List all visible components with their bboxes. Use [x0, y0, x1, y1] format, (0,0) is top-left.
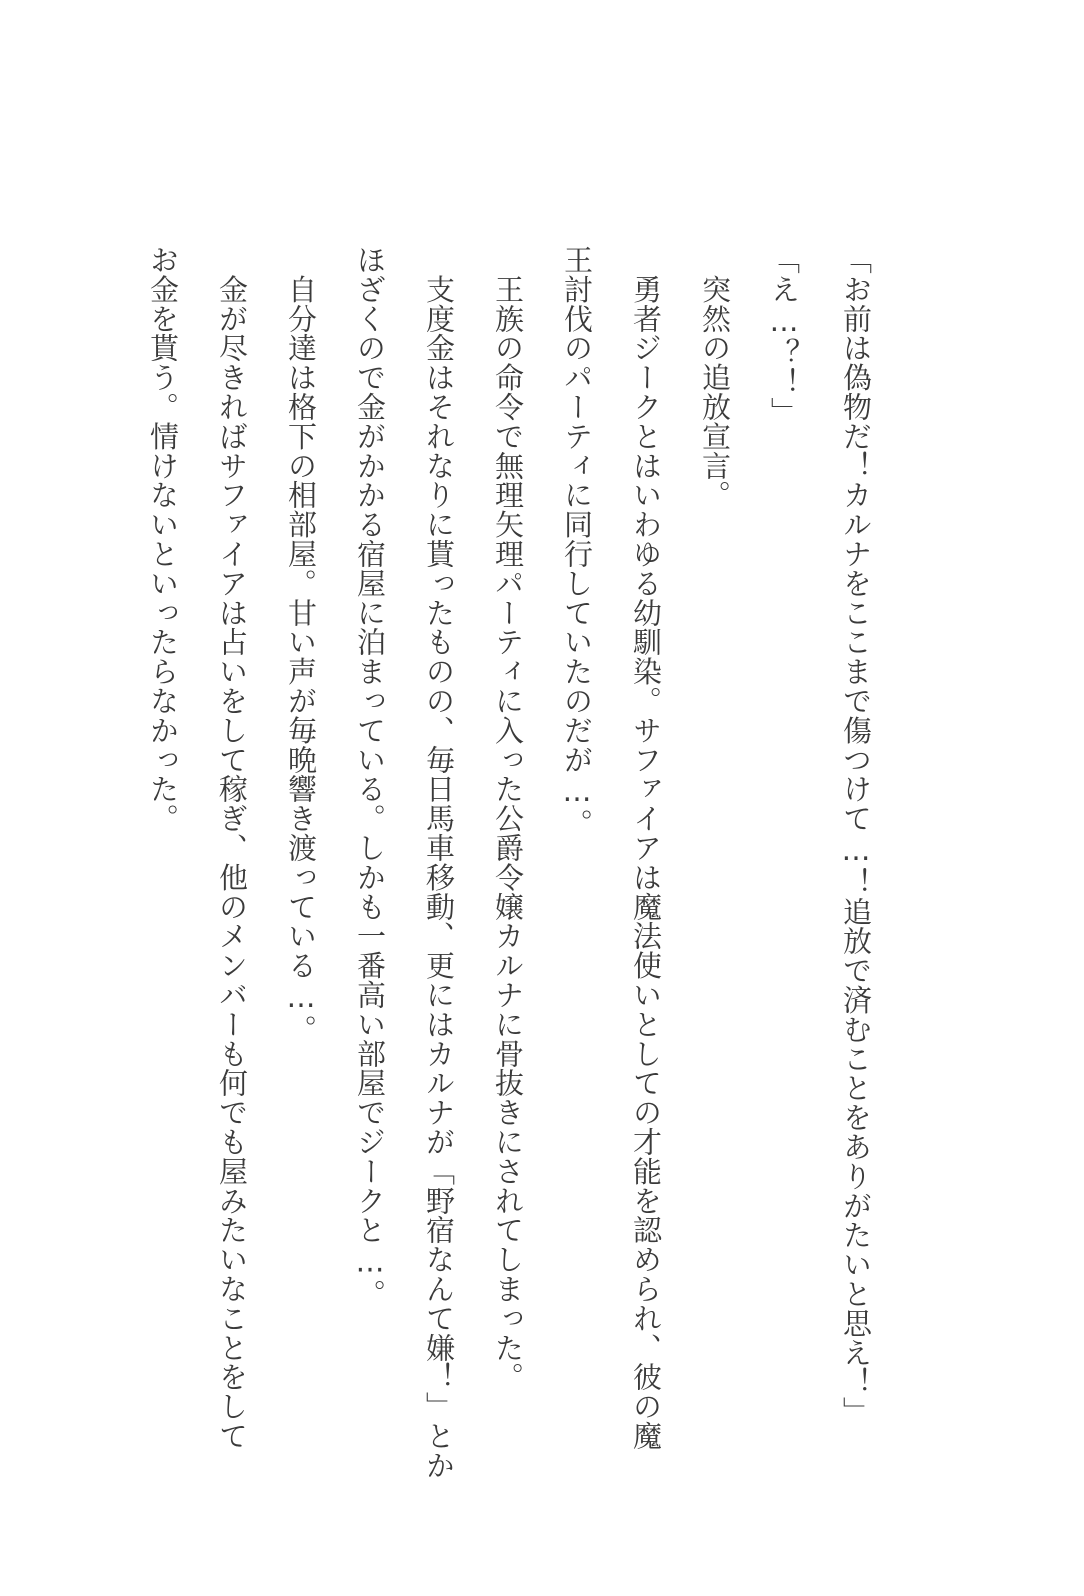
text-line-4: 勇者ジークとはいわゆる幼馴染。サファイアは魔法使いとしての才能を認められ、彼の魔 [629, 245, 663, 1451]
text-line-1: 「お前は偽物だ！カルナをここまで傷つけて…！追放で済むことをありがたいと思え！」 [839, 245, 873, 1426]
text-line-7: 支度金はそれなりに貰ったものの、毎日馬車移動、更にはカルナが「野宿なんて嫌！」とか [422, 245, 456, 1480]
text-line-5: 王討伐のパーティに同行していたのだが…。 [560, 245, 594, 838]
text-line-10: 金が尽きればサファイアは占いをして稼ぎ、他のメンバーも何でも屋みたいなことをして [215, 245, 249, 1451]
text-line-3: 突然の追放宣言。 [698, 245, 732, 510]
text-line-6: 王族の命令で無理矢理パーティに入った公爵令嬢カルナに骨抜きにされてしまった。 [491, 245, 525, 1392]
text-line-8: ほざくので金がかかる宿屋に泊まっている。しかも一番高い部屋でジークと…。 [353, 245, 387, 1309]
text-line-2: 「え…？！」 [767, 245, 801, 427]
text-line-9: 自分達は格下の相部屋。甘い声が毎晩響き渡っている…。 [284, 245, 318, 1044]
text-line-11: お金を貰う。情けないといったらなかった。 [146, 245, 180, 833]
